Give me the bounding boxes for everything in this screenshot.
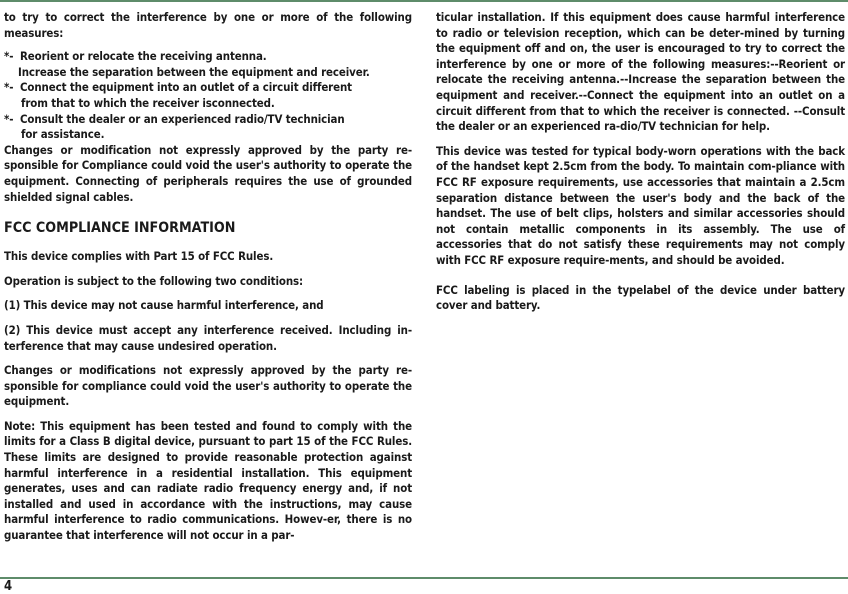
left-column — [4, 10, 412, 544]
intro-paragraph: to try to correct the interference by one or more of the following measures: — [4, 10, 412, 40]
conditions-intro-paragraph: Operation is subject to the following two conditions: — [4, 273, 304, 288]
condition-2-paragraph: (2) This device must accept any interference received. Including in-terference that may cause undesired operation. — [4, 322, 412, 353]
bullet-continuation: Increase the separation between the equipment and receiver. — [18, 64, 370, 79]
bullet-text: Connect the equipment into an outlet of a circuit different — [20, 80, 352, 95]
top-rule — [0, 0, 848, 2]
labeling-paragraph: FCC labeling is placed in the typelabel of the device under battery cover and battery. — [436, 282, 845, 313]
right-column — [436, 10, 845, 314]
bottom-rule — [0, 577, 848, 579]
bullet-continuation: for assistance. — [21, 127, 105, 142]
bullet-mark: *- — [4, 49, 14, 64]
bullet-item — [4, 80, 412, 96]
page-number: 4 — [4, 579, 13, 594]
bullet-mark: *- — [4, 111, 14, 126]
sar-paragraph: This device was tested for typical body-worn operations with the back of the handset kept 2.5cm from the body. To maintain com-pliance with FCC RF exposure requirements, use accessories that maintain a 2.5cm separation distance between the user's body and the back of the handset. The use of belt clips, holsters and similar accessories should not contain metallic components in its assembly. The use of accessories that do not satisfy these requirements may not comply with FCC RF exposure require-ments, and should be avoided. — [436, 143, 845, 267]
section-heading: FCC COMPLIANCE INFORMATION — [4, 220, 236, 237]
continuation-paragraph: ticular installation. If this equipment does cause harmful interference to radio or television reception, which can be deter-mined by turning the equipment off and on, the user is encouraged to try to correct the interference by one or more of the following measures:--Reorient or relocate the receiving antenna.--Increase the separation between the equipment and receiver.--Connect the equipment into an outlet on a circuit different from that to which the receiver is connected. --Consult the dealer or an experienced ra-dio/TV technician for help. — [436, 10, 845, 134]
part15-paragraph: This device complies with Part 15 of FCC Rules. — [4, 249, 274, 264]
changes-warning-2-paragraph: Changes or modifications not expressly approved by the party re-sponsible for compliance could void the user's authority to operate the equipment. — [4, 363, 412, 409]
bullet-mark: *- — [4, 80, 14, 95]
bullet-item — [4, 49, 412, 65]
note-paragraph: Note: This equipment has been tested and found to comply with the limits for a Class B digital device, pursuant to part 15 of the FCC Rules. These limits are designed to provide reasonable protection against harmful interference in a residential installation. This equipment generates, uses and can radiate radio frequency energy and, if not installed and used in accordance with the instructions, may cause harmful interference to radio communications. Howev-er, there is no guarantee that interference will not occur in a par- — [4, 418, 412, 543]
bullet-continuation: from that to which the receiver isconnected. — [21, 95, 275, 110]
condition-1-paragraph: (1) This device may not cause harmful interference, and — [4, 298, 324, 313]
bullet-text: Reorient or relocate the receiving antenna. — [20, 49, 267, 64]
changes-warning-paragraph: Changes or modification not expressly approved by the party re-sponsible for Compliance could void the user's authority to operate the equipment. Connecting of peripherals requires the use of grounded shielded signal cables. — [4, 142, 412, 204]
bullet-text: Consult the dealer or an experienced radio/TV technician — [20, 111, 345, 126]
bullet-item — [4, 112, 412, 128]
